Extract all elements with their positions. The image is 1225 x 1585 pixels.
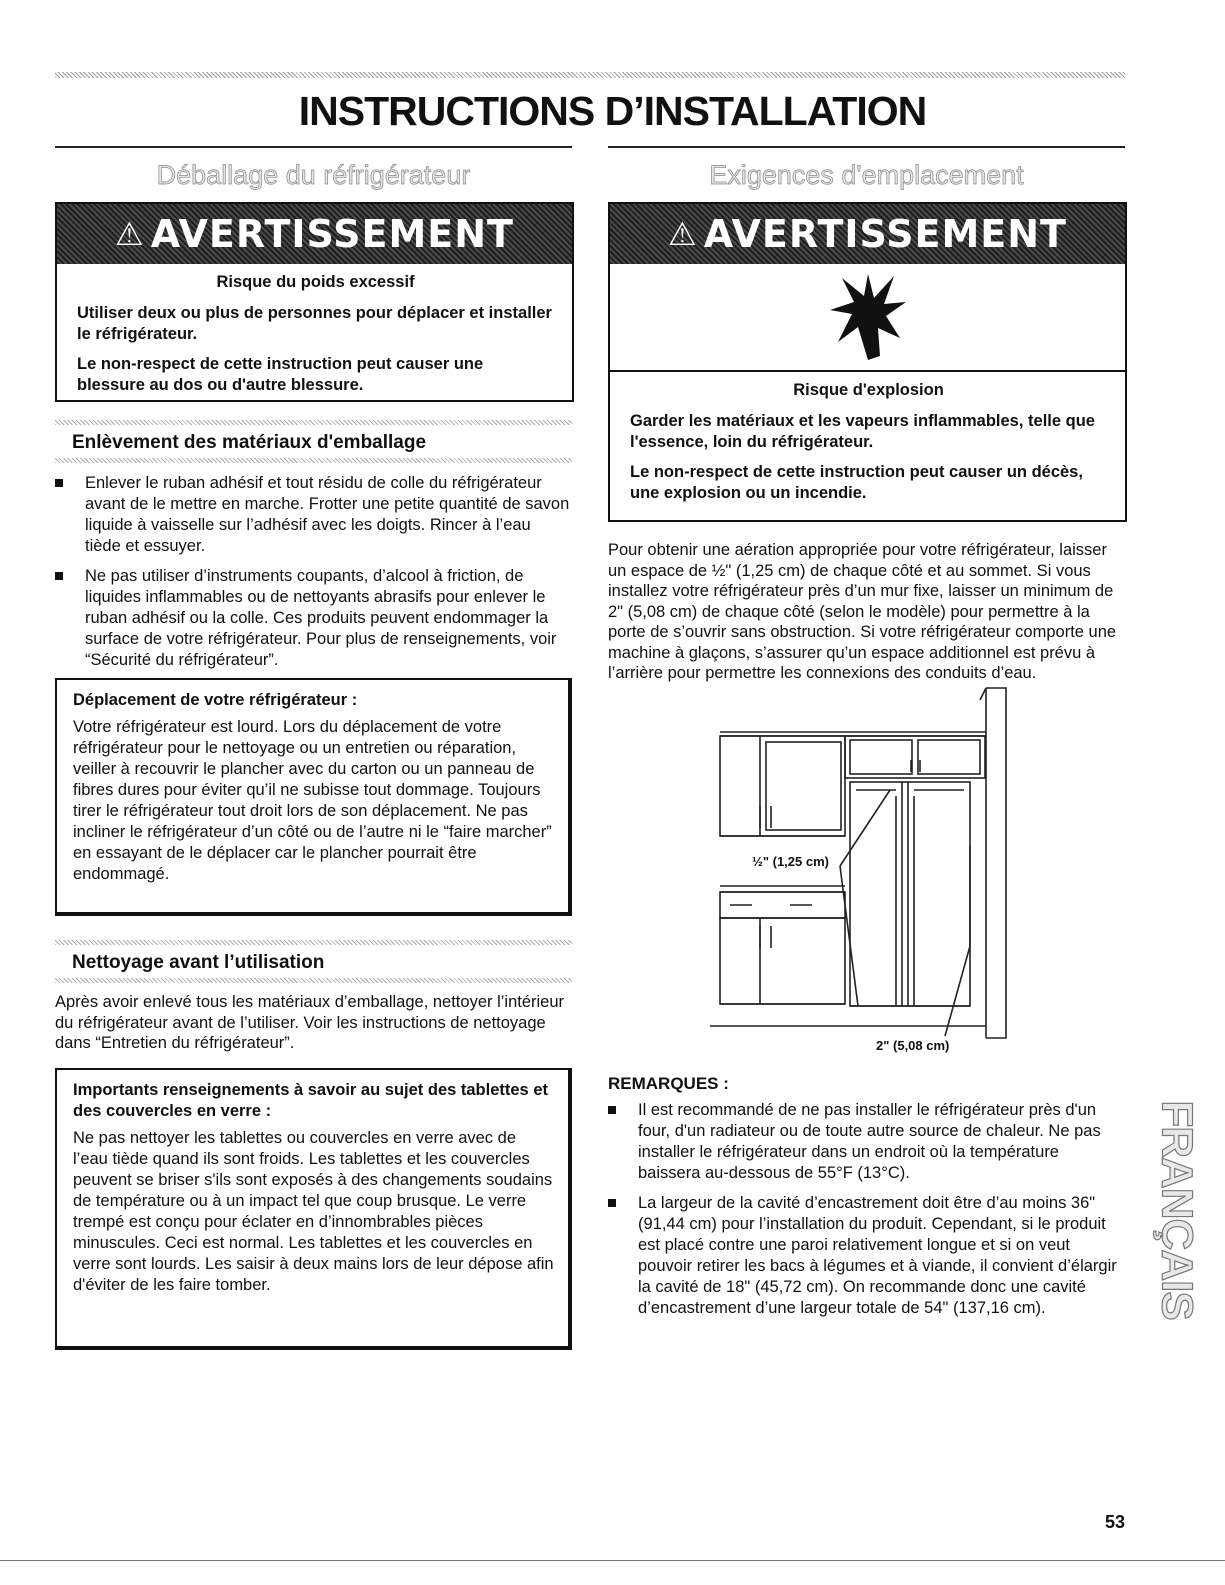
box-title: Déplacement de votre réfrigérateur : bbox=[73, 691, 358, 709]
stripe-band bbox=[55, 940, 572, 945]
notes-list bbox=[608, 1100, 1123, 1328]
warning-risk: Risque du poids excessif bbox=[216, 273, 415, 291]
bullet-square-icon bbox=[608, 1199, 616, 1207]
page-title: INSTRUCTIONS D’INSTALLATION bbox=[298, 88, 927, 134]
list-item: Ne pas utiliser d’instruments coupants, d’alcool à friction, de liquides inflammables ou de nettoyants abrasifs pour enlever le ruban adhésif ou la colle. Ces produits peuvent endommager la surface de votre réfrigérateur. Pour plus de renseignements, voir “Sécurité du réfrigérateur”. bbox=[55, 566, 570, 671]
language-side-tab: FRANÇAIS bbox=[1153, 1100, 1203, 1320]
warning-header: ⚠ AVERTISSEMENT bbox=[57, 204, 572, 264]
right-section-title: Exigences d'emplacement bbox=[709, 160, 1024, 190]
box-title: Importants renseignements à savoir au sujet des tablettes et des couvercles en verre : bbox=[73, 1081, 548, 1120]
warning-line: Le non-respect de cette instruction peut causer un décès, une explosion ou un incendie. bbox=[630, 463, 1083, 502]
weight-warning-box bbox=[55, 202, 574, 402]
warning-line: Garder les matériaux et les vapeurs inflammables, telle que l'essence, loin du réfrigérateur. bbox=[630, 412, 1095, 451]
page-number: 53 bbox=[1104, 1512, 1125, 1532]
stripe-band bbox=[55, 458, 572, 463]
box-text: Ne pas nettoyer les tablettes ou couvercles en verre avec de l’eau tiède quand ils sont froids. Les tablettes et les couvercles peuvent se briser s'ils sont exposés à des changements soudains de température ou à un impact tel que coup brusque. Le verre trempé est conçu pour éclater en d’innombrables pièces minuscules. Ceci est normal. Les tablettes et les couvercles en verre sont lourds. Les saisir à deux mains lors de leur dépose afin d'éviter de les faire tomber. bbox=[73, 1129, 554, 1294]
diagram-label-half-inch: ½" (1,25 cm) bbox=[752, 854, 829, 869]
packaging-list bbox=[55, 473, 570, 680]
list-item: La largeur de la cavité d’encastrement doit être d’au moins 36" (91,44 cm) pour l’installation du produit. Cependant, si le produit est placé contre une paroi relativement longue et si on veut pouvoir retirer les bacs à légumes et à viande, il convient d’élargir la cavité de 18" (45,72 cm). On recommande donc une cavité d’encastrement d’une largeur totale de 54" (137,16 cm). bbox=[608, 1193, 1123, 1319]
refrigerator-clearance-diagram bbox=[690, 686, 1020, 1056]
list-item: Enlever le ruban adhésif et tout résidu de colle du réfrigérateur avant de le mettre en marche. Frotter une petite quantité de savon liquide à vaisselle sur l’adhésif avec les doigts. Rincer à l’eau tiède et essuyer. bbox=[55, 473, 570, 557]
warning-line: Le non-respect de cette instruction peut causer une blessure au dos ou d'autre blessure. bbox=[77, 355, 484, 394]
stripe-band bbox=[55, 420, 572, 425]
top-stripe-band bbox=[55, 72, 1125, 78]
left-divider bbox=[55, 146, 572, 148]
bullet-square-icon bbox=[55, 479, 63, 487]
stripe-band bbox=[55, 978, 572, 983]
packaging-title: Enlèvement des matériaux d'emballage bbox=[72, 432, 427, 453]
explosion-warning-box bbox=[608, 202, 1127, 522]
moving-info-box bbox=[55, 678, 572, 916]
bullet-square-icon bbox=[55, 572, 63, 580]
cleaning-text: Après avoir enlevé tous les matériaux d’emballage, nettoyer l’intérieur du réfrigérateur avant de l’utiliser. Voir les instructions de nettoyage dans “Entretien du réfrigérateur”. bbox=[55, 993, 565, 1052]
warning-risk: Risque d'explosion bbox=[793, 381, 944, 399]
list-item: Il est recommandé de ne pas installer le réfrigérateur près d'un four, d'un radiateur ou de toute autre source de chaleur. Ne pas installer le réfrigérateur dans un endroit où la température baissera au-dessous de 55°F (13°C). bbox=[608, 1100, 1123, 1184]
glass-info-box bbox=[55, 1068, 572, 1350]
bottom-edge bbox=[0, 1560, 1225, 1561]
right-divider bbox=[608, 146, 1125, 148]
warning-header: ⚠ AVERTISSEMENT bbox=[610, 204, 1125, 264]
left-section-title: Déballage du réfrigérateur bbox=[156, 160, 471, 190]
bullet-square-icon bbox=[608, 1106, 616, 1114]
warning-line: Utiliser deux ou plus de personnes pour déplacer et installer le réfrigérateur. bbox=[77, 304, 552, 343]
cleaning-title: Nettoyage avant l’utilisation bbox=[72, 952, 325, 973]
notes-title: REMARQUES : bbox=[608, 1074, 729, 1093]
location-intro: Pour obtenir une aération appropriée pour votre réfrigérateur, laisser un espace de ½" (1,25 cm) de chaque côté et au sommet. Si vous installez votre réfrigérateur près d’un mur fixe, laisser un minimum de 2" (5,08 cm) de chaque côté (selon le modèle) pour permettre à la porte de s’ouvrir sans obstruction. Si votre réfrigérateur comporte une machine à glaçons, s’assurer qu’un espace additionnel est prévu à l’arrière pour permettre les connexions des conduits d’eau. bbox=[608, 541, 1117, 682]
box-text: Votre réfrigérateur est lourd. Lors du déplacement de votre réfrigérateur pour le nettoyage ou un entretien ou réparation, veiller à recouvrir le plancher avec du carton ou un panneau de fibres dures pour éviter qu’il ne subisse tout dommage. Toujours tirer le réfrigérateur tout droit lors de son déplacement. Ne pas incliner le réfrigérateur d’un côté ou de l’autre ni le “faire marcher” en essayant de le déplacer car le plancher pourrait être endommagé. bbox=[73, 718, 552, 883]
diagram-label-two-inch: 2" (5,08 cm) bbox=[876, 1038, 950, 1053]
explosion-icon bbox=[610, 264, 1125, 372]
warning-triangle-icon: ⚠ bbox=[115, 215, 145, 253]
warning-triangle-icon: ⚠ bbox=[668, 215, 698, 253]
